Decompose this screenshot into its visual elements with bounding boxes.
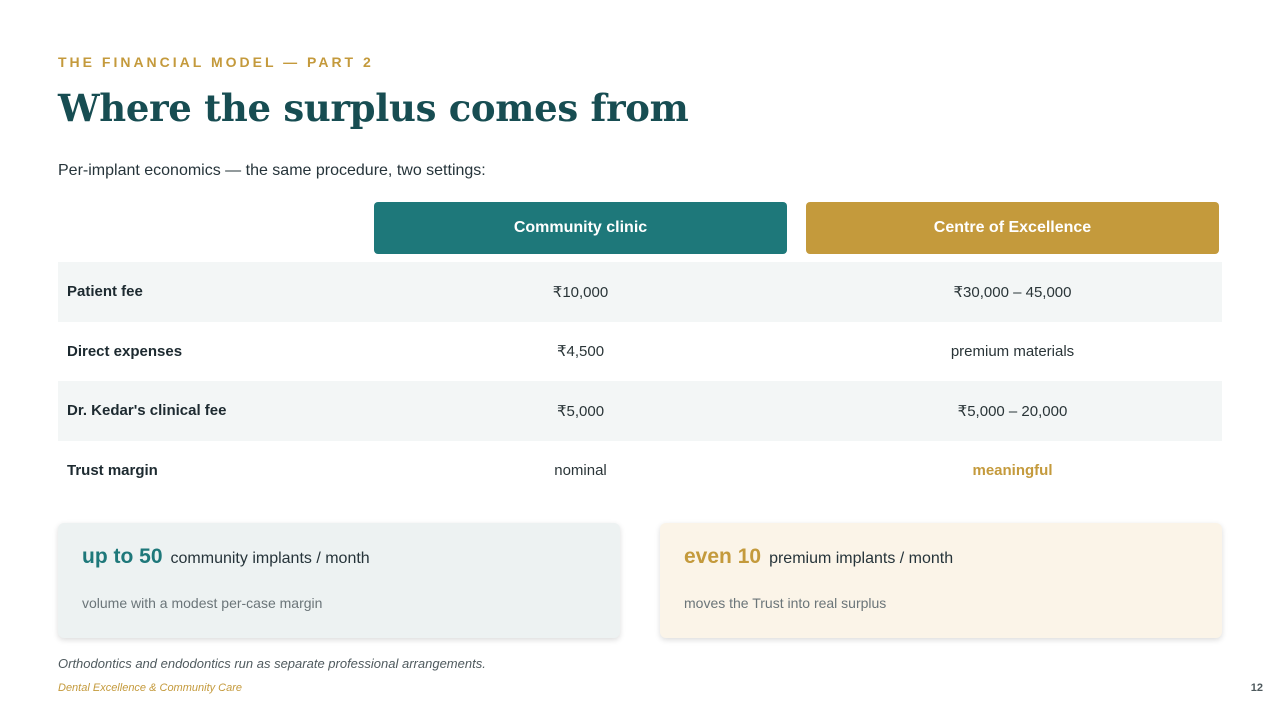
footer-brand: Dental Excellence & Community Care	[58, 682, 243, 694]
row-label: Direct expenses	[67, 342, 183, 360]
centre-value: ₹30,000 – 45,000	[953, 283, 1072, 301]
comparison-table	[58, 262, 1222, 500]
centre-value: ₹5,000 – 20,000	[957, 402, 1068, 420]
footnote: Orthodontics and endodontics run as separate professional arrangements.	[58, 656, 486, 671]
card-subtext: moves the Trust into real surplus	[684, 595, 887, 611]
slide-subtitle: Per-implant economics — the same procedure, two settings:	[58, 162, 486, 179]
section-eyebrow: THE FINANCIAL MODEL — PART 2	[58, 54, 374, 70]
table-row-direct-expenses	[58, 322, 1222, 382]
row-label: Trust margin	[67, 461, 158, 479]
row-label: Dr. Kedar's clinical fee	[67, 402, 227, 420]
community-value: ₹5,000	[556, 402, 605, 420]
slide-title: Where the surplus comes from	[58, 86, 689, 130]
card-highlight: even 10	[684, 545, 762, 568]
community-value: ₹10,000	[552, 283, 609, 301]
table-row-patient-fee	[58, 262, 1222, 322]
card-text: community implants / month	[170, 550, 370, 567]
premium-volume-card	[660, 523, 1222, 638]
card-highlight: up to 50	[82, 545, 163, 568]
centre-value: premium materials	[950, 342, 1075, 360]
row-label: Patient fee	[67, 283, 143, 301]
column-header-centre-of-excellence: Centre of Excellence	[806, 202, 1219, 254]
page-number: 12	[1250, 682, 1263, 694]
community-value: nominal	[554, 461, 607, 479]
column-header-community-clinic: Community clinic	[374, 202, 787, 254]
card-subtext: volume with a modest per-case margin	[82, 595, 323, 611]
community-volume-card	[58, 523, 620, 638]
table-row-clinical-fee	[58, 381, 1222, 441]
community-value: ₹4,500	[556, 343, 605, 361]
table-row-trust-margin	[58, 441, 1222, 501]
card-text: premium implants / month	[769, 550, 954, 567]
centre-value: meaningful	[972, 461, 1053, 479]
